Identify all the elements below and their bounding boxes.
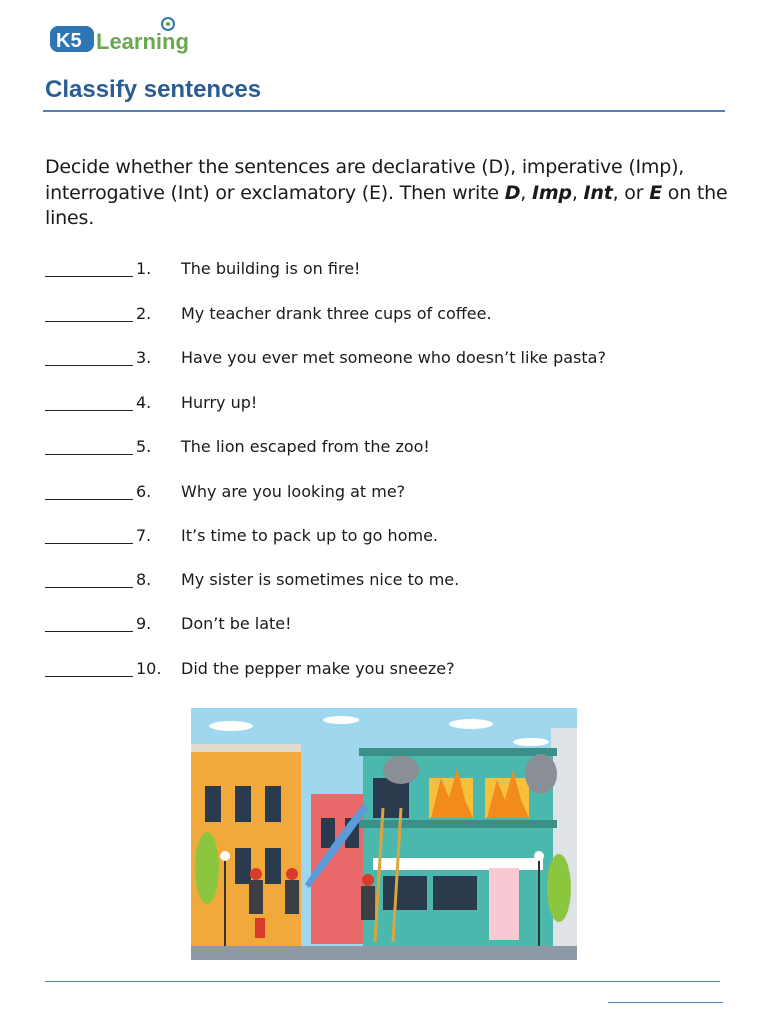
window xyxy=(265,848,281,884)
footer-divider xyxy=(45,981,720,982)
question-number: 6. xyxy=(136,482,152,501)
instructions-text-a: Decide whether the sentences are declarative (D), imperative (Imp), interrogative (Int) or exclamatory (E). Then write xyxy=(45,156,685,204)
cloud-icon xyxy=(323,716,359,724)
title-divider xyxy=(43,110,725,112)
smoke-icon xyxy=(383,756,419,784)
code-d: D xyxy=(504,181,521,204)
code-int: Int xyxy=(583,181,613,204)
cloud-icon xyxy=(449,719,493,729)
k5-learning-logo xyxy=(48,16,213,56)
shop-window xyxy=(383,876,427,910)
instructions xyxy=(45,155,735,232)
window xyxy=(265,786,281,822)
logo-k5-text: K5 xyxy=(56,30,82,52)
question-number: 8. xyxy=(136,570,152,589)
question-number: 4. xyxy=(136,393,152,412)
question-text: Why are you looking at me? xyxy=(181,482,406,501)
question-text: Don’t be late! xyxy=(181,614,292,633)
logo-dot-icon xyxy=(166,22,170,26)
answer-line[interactable] xyxy=(45,614,133,632)
footer-link-underline[interactable] xyxy=(608,1002,723,1003)
question-text: The lion escaped from the zoo! xyxy=(181,437,430,456)
window xyxy=(235,786,251,822)
firefighter-icon xyxy=(249,880,263,914)
firefighter-helmet-icon xyxy=(250,868,262,880)
instructions-sep2: , xyxy=(571,181,584,204)
lamp-icon xyxy=(534,851,544,861)
question-text: It’s time to pack up to go home. xyxy=(181,526,438,545)
question-number: 3. xyxy=(136,348,152,367)
question-number: 9. xyxy=(136,614,152,633)
answer-line[interactable] xyxy=(45,304,133,322)
answer-line[interactable] xyxy=(45,259,133,277)
question-number: 10. xyxy=(136,659,162,678)
cloud-icon xyxy=(513,738,549,746)
question-text: My sister is sometimes nice to me. xyxy=(181,570,460,589)
firefighter-icon xyxy=(285,880,299,914)
smoke-icon xyxy=(525,754,557,794)
burning-building-illustration xyxy=(191,708,577,960)
question-text: My teacher drank three cups of coffee. xyxy=(181,304,492,323)
tree-icon xyxy=(547,854,571,922)
instructions-text-b: on the lines. xyxy=(45,181,728,229)
tree-icon xyxy=(195,832,219,904)
cloud-icon xyxy=(209,721,253,731)
instructions-sep3: , or xyxy=(612,181,650,204)
question-text: The building is on fire! xyxy=(181,259,361,278)
teal-building-roof xyxy=(359,748,557,756)
question-number: 2. xyxy=(136,304,152,323)
orange-building-roof xyxy=(191,744,301,752)
teal-building-ledge xyxy=(359,820,557,828)
answer-line[interactable] xyxy=(45,348,133,366)
firefighter-helmet-icon xyxy=(286,868,298,880)
question-number: 7. xyxy=(136,526,152,545)
firefighter-icon xyxy=(361,886,375,920)
code-e: E xyxy=(649,181,662,204)
code-imp: Imp xyxy=(531,181,572,204)
question-number: 1. xyxy=(136,259,152,278)
window xyxy=(205,786,221,822)
answer-line[interactable] xyxy=(45,482,133,500)
page-title: Classify sentences xyxy=(45,76,262,103)
answer-line[interactable] xyxy=(45,570,133,588)
fire-hydrant-icon xyxy=(255,918,265,938)
answer-line[interactable] xyxy=(45,437,133,455)
question-number: 5. xyxy=(136,437,152,456)
window xyxy=(235,848,251,884)
sidewalk xyxy=(191,946,577,960)
answer-line[interactable] xyxy=(45,659,133,677)
shop-window xyxy=(433,876,477,910)
question-text: Hurry up! xyxy=(181,393,258,412)
logo-word-text: Learning xyxy=(96,29,189,54)
answer-line[interactable] xyxy=(45,526,133,544)
firefighter-helmet-icon xyxy=(362,874,374,886)
lamp-icon xyxy=(220,851,230,861)
instructions-sep1: , xyxy=(520,181,532,204)
question-text: Did the pepper make you sneeze? xyxy=(181,659,455,678)
answer-line[interactable] xyxy=(45,393,133,411)
question-text: Have you ever met someone who doesn’t like pasta? xyxy=(181,348,606,367)
window xyxy=(373,778,409,818)
door xyxy=(489,868,519,940)
